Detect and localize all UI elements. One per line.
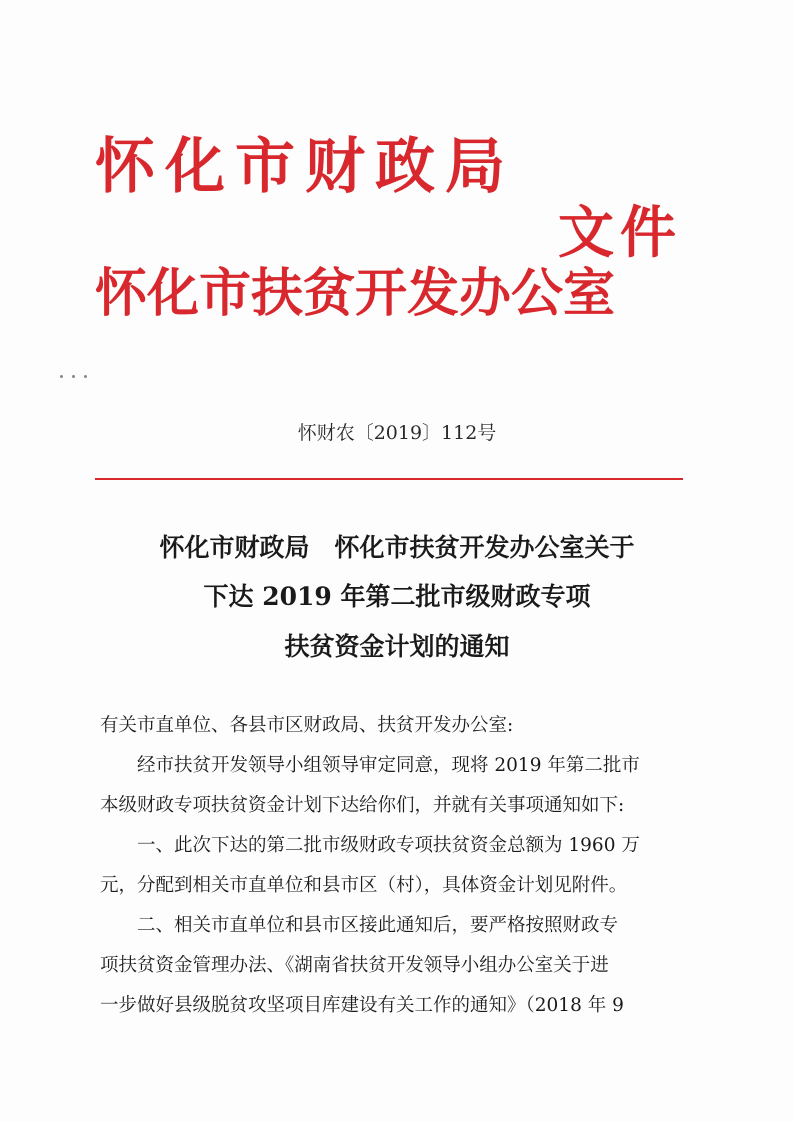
title-line-1: 怀化市财政局 怀化市扶贫开发办公室关于 bbox=[159, 533, 635, 562]
paragraph-line: 项扶贫资金管理办法、《湖南省扶贫开发领导小组办公室关于进 bbox=[100, 955, 609, 976]
paragraph-line: 二、相关市直单位和县市区接此通知后，要严格按照财政专 bbox=[100, 915, 619, 936]
document-label: 文件 bbox=[558, 201, 682, 266]
title-line-3: 扶贫资金计划的通知 bbox=[284, 632, 510, 661]
paragraph-line: 元，分配到相关市直单位和县市区（村），具体资金计划见附件。 bbox=[100, 875, 628, 896]
paragraph-line: 一步做好县级脱贫攻坚项目库建设有关工作的通知》（2018 年 9 bbox=[100, 995, 624, 1016]
addressee-line: 有关市直单位、各县市区财政局、扶贫开发办公室: bbox=[100, 715, 514, 736]
red-divider-line bbox=[95, 478, 683, 480]
document-number: 怀财农〔2019〕112号 bbox=[297, 422, 497, 444]
title-line-2: 下达 2019 年第二批市级财政专项 bbox=[203, 582, 591, 611]
issuer-name-poverty-office: 怀化市扶贫开发办公室 bbox=[95, 264, 616, 324]
paragraph-line: 本级财政专项扶贫资金计划下达给你们，并就有关事项通知如下: bbox=[100, 795, 625, 816]
scan-speck bbox=[60, 365, 130, 375]
paragraph-line: 经市扶贫开发领导小组领导审定同意，现将 2019 年第二批市 bbox=[100, 755, 640, 776]
paragraph-line: 一、此次下达的第二批市级财政专项扶贫资金总额为 1960 万 bbox=[100, 835, 640, 856]
issuer-name-finance-bureau: 怀化市财政局 bbox=[95, 132, 515, 202]
